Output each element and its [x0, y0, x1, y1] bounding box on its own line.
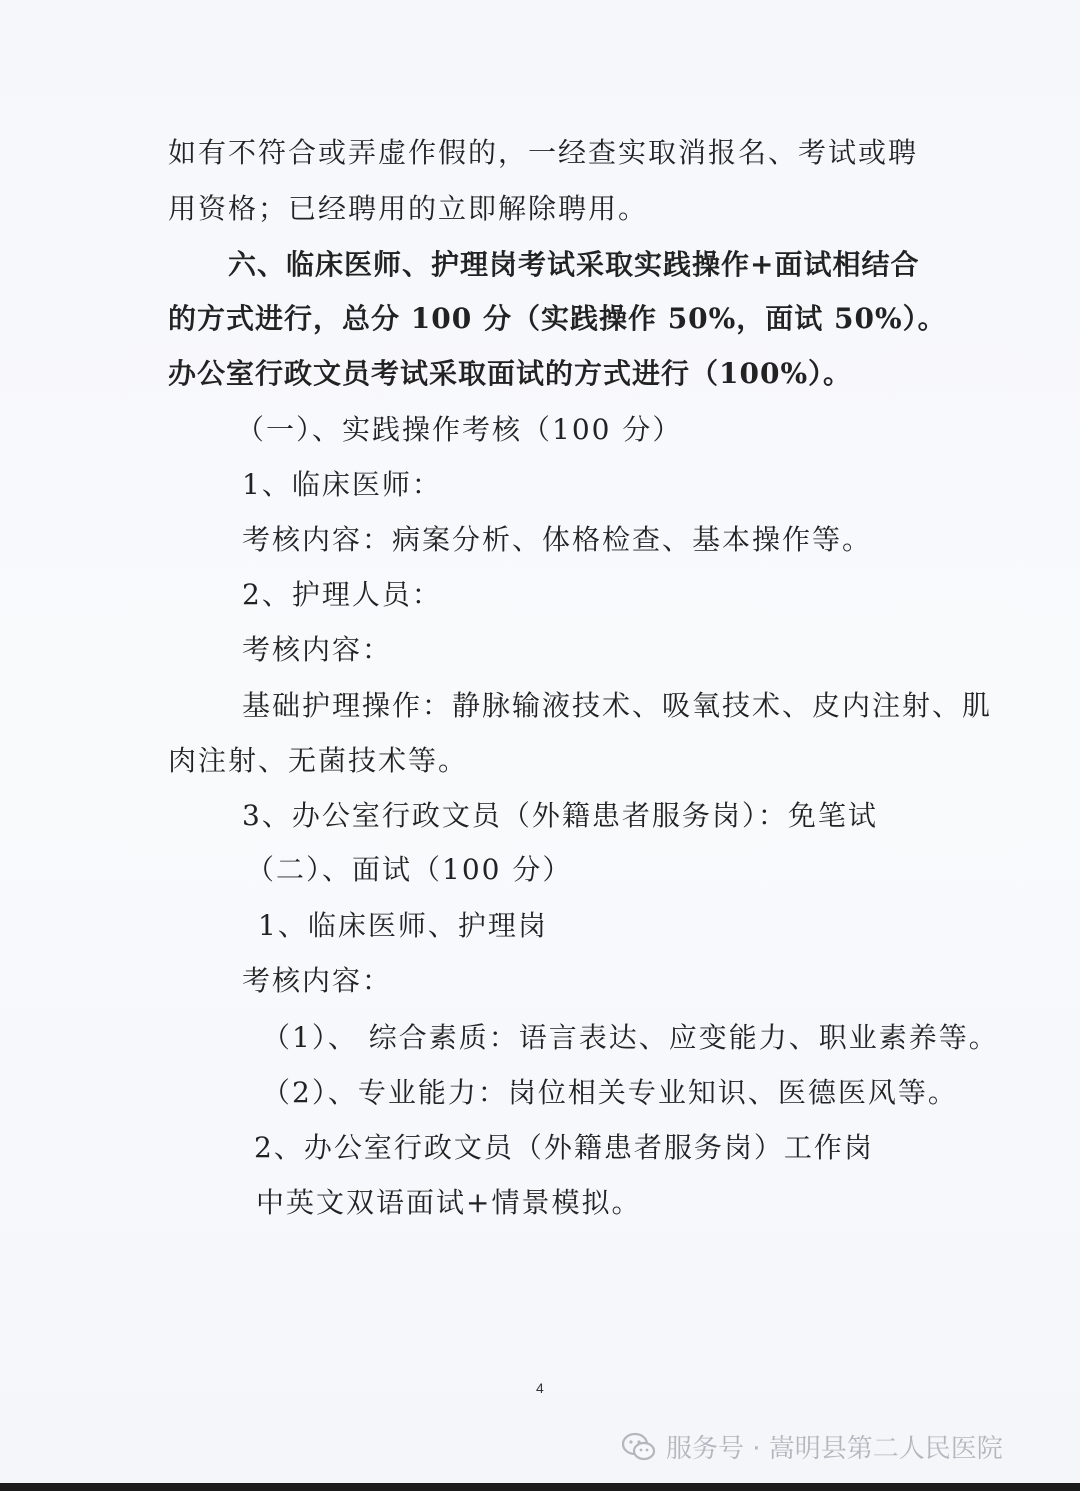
text-line: （1）、 综合素质：语言表达、应变能力、职业素养等。 [262, 1021, 999, 1054]
text-line: 2、护理人员： [242, 578, 442, 611]
text-line: 考核内容： [242, 633, 393, 666]
section-heading: 的方式进行，总分 100 分（实践操作 50%，面试 50%）。 [168, 302, 947, 335]
text-line: （一）、实践操作考核（100 分） [236, 413, 683, 446]
text-line: 3、办公室行政文员（外籍患者服务岗）：免笔试 [242, 799, 878, 832]
text-line: 1、临床医师： [242, 468, 442, 501]
page-number: 4 [536, 1380, 544, 1396]
text-line: （二）、面试（100 分） [246, 853, 573, 886]
wechat-icon [622, 1432, 656, 1462]
text-line: 考核内容： [242, 964, 393, 997]
text-line: 2、办公室行政文员（外籍患者服务岗）工作岗 [254, 1131, 874, 1164]
text-line: 用资格；已经聘用的立即解除聘用。 [168, 192, 649, 225]
account-watermark [622, 1428, 1003, 1465]
text-line: 肉注射、无菌技术等。 [168, 744, 469, 777]
section-heading: 六、临床医师、护理岗考试采取实践操作+面试相结合 [228, 248, 920, 281]
text-line: 中英文双语面试+情景模拟。 [256, 1186, 642, 1219]
scan-bottom-edge [0, 1483, 1080, 1491]
text-line: 考核内容：病案分析、体格检查、基本操作等。 [242, 523, 873, 556]
watermark-text: 服务号 · 嵩明县第二人民医院 [666, 1434, 1003, 1464]
text-line: 基础护理操作：静脉输液技术、吸氧技术、皮内注射、肌 [242, 689, 993, 722]
text-line: 1、临床医师、护理岗 [258, 909, 548, 942]
text-line: 如有不符合或弄虚作假的，一经查实取消报名、考试或聘 [168, 136, 919, 169]
text-line: （2）、专业能力：岗位相关专业知识、医德医风等。 [262, 1076, 958, 1109]
section-heading: 办公室行政文员考试采取面试的方式进行（100%）。 [168, 357, 853, 390]
